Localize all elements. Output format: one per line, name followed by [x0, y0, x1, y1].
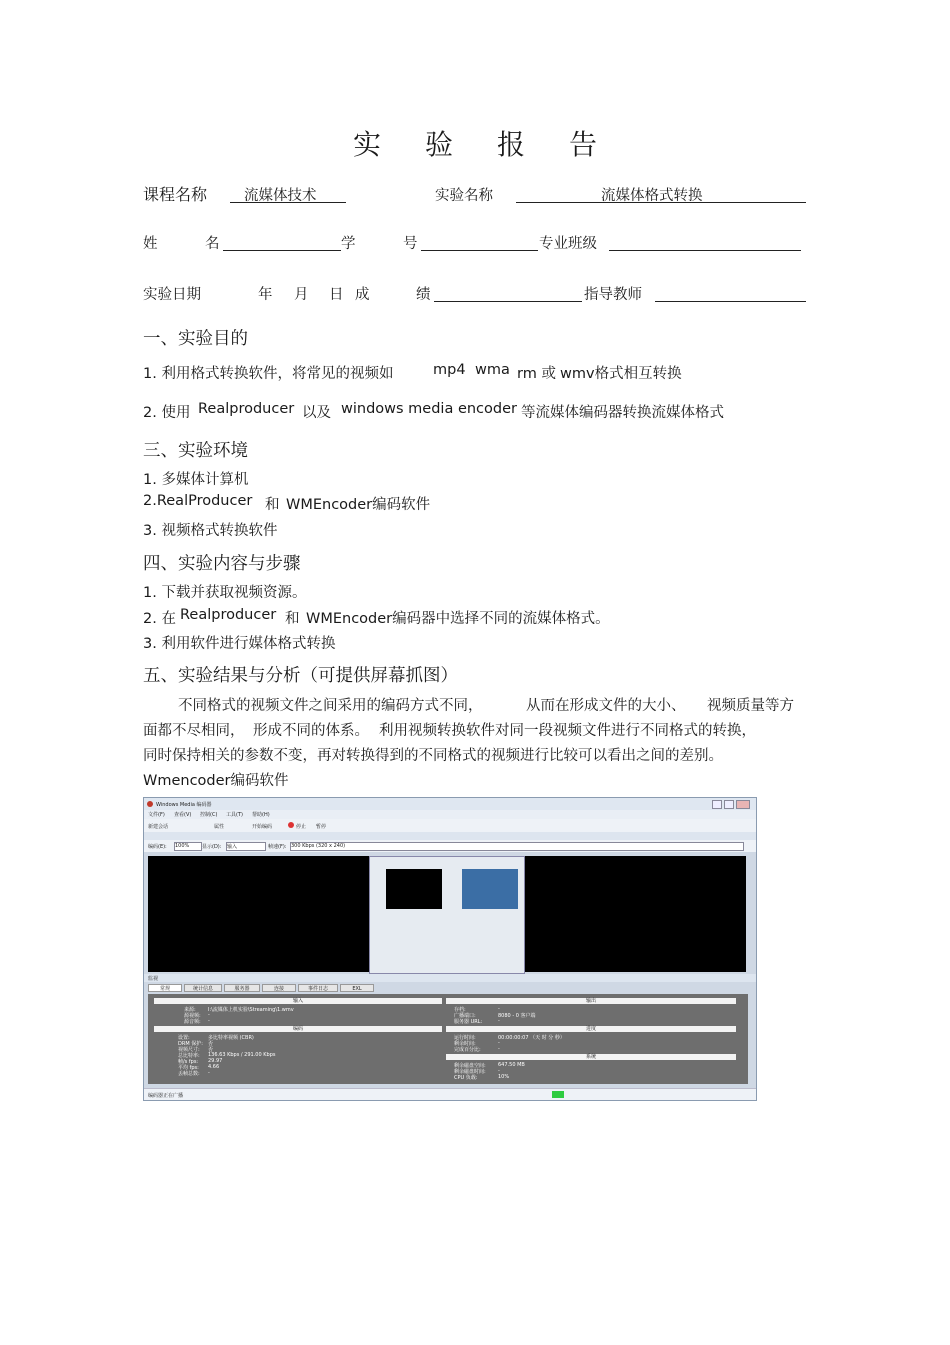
- teacher-underline: [655, 301, 806, 302]
- title-char-2: 验: [425, 128, 454, 161]
- id-label-b: 号: [403, 236, 418, 252]
- input-audio-value: -: [208, 1018, 210, 1024]
- name-label-a: 姓: [143, 236, 158, 252]
- id-underline: [421, 250, 538, 251]
- score-label-b: 绩: [416, 287, 431, 303]
- time-run-value: 00:00:00:07 （天 时 分 秒）: [498, 1035, 565, 1041]
- maximize-icon[interactable]: [724, 800, 734, 809]
- course-label: 课程名称: [143, 185, 208, 204]
- date-month: 月: [294, 287, 309, 303]
- tab-strip: [148, 984, 378, 993]
- s3-item1: 1. 多媒体计算机: [143, 472, 249, 488]
- display-select[interactable]: 输入: [226, 842, 266, 851]
- s1-item1-b: mp4: [433, 362, 466, 378]
- s4-item2-c: 和: [285, 611, 300, 627]
- enc-size-value: 否: [208, 1047, 214, 1053]
- score-underline: [434, 301, 582, 302]
- enc-fps-label: 帧/s fps:: [178, 1059, 199, 1065]
- time-percent-value: -: [498, 1046, 500, 1052]
- tab-server[interactable]: 服务器: [224, 984, 260, 992]
- s1-item1-a: 1. 利用格式转换软件，将常见的视频如: [143, 366, 394, 382]
- date-year: 年: [258, 287, 273, 303]
- enc-avgfps-label: 平均 fps:: [178, 1065, 199, 1071]
- monitor-label: 监视: [148, 976, 159, 982]
- name-label-b: 名: [205, 236, 220, 252]
- menu-control[interactable]: 控制(C): [200, 812, 218, 818]
- s5-para-7: 同时保持相关的参数不变，再对转换得到的不同格式的视频进行比较可以看出之间的差别。: [143, 748, 723, 764]
- enc-drm-label: DRM 保护:: [178, 1041, 203, 1047]
- out-port-value: 8080 - 0 客户端: [498, 1013, 536, 1019]
- course-value: 流媒体技术: [244, 188, 317, 204]
- time-remain-value: -: [498, 1040, 500, 1046]
- sys-cpu-label: CPU 负载:: [454, 1075, 478, 1081]
- teacher-label: 指导教师: [584, 287, 642, 303]
- s5-para-5: 形成不同的体系。: [253, 723, 369, 739]
- menu-bar: [144, 810, 756, 819]
- sys-disk-value: 647.50 MB: [498, 1062, 525, 1068]
- id-label-a: 学: [341, 236, 356, 252]
- title-char-1: 实: [353, 128, 382, 161]
- time-percent-label: 完成百分比:: [454, 1047, 481, 1053]
- s4-item1: 1. 下载并获取视频资源。: [143, 585, 307, 601]
- s1-item2-d: windows media encoder: [341, 401, 517, 417]
- enc-drm-value: 否: [208, 1041, 214, 1047]
- inner-video-left: [386, 869, 442, 909]
- input-header: 输入: [154, 998, 442, 1004]
- tab-event-log[interactable]: 事件日志: [298, 984, 338, 992]
- exp-label: 实验名称: [435, 188, 493, 204]
- s1-item1-d: rm 或: [517, 366, 556, 382]
- screenshot-caption: Wmencoder编码软件: [143, 773, 289, 789]
- s1-item1-c: wma: [475, 362, 510, 378]
- s4-item2-d: WMEncoder编码器中选择不同的流媒体格式。: [306, 611, 610, 627]
- tab-statistics[interactable]: 统计信息: [184, 984, 222, 992]
- stop-icon[interactable]: [288, 822, 294, 828]
- window-title: Windows Media 编码器: [156, 802, 212, 808]
- s4-item2-a: 2. 在: [143, 611, 176, 627]
- section-3-heading: 三、实验环境: [143, 441, 248, 461]
- display-label: 显示(D):: [202, 844, 222, 850]
- enc-setting-label: 设置:: [178, 1035, 190, 1041]
- exp-underline: [516, 202, 806, 203]
- out-url-value: -: [498, 1018, 500, 1024]
- s3-item3: 3. 视频格式转换软件: [143, 523, 278, 539]
- input-source-label: 来源:: [184, 1007, 196, 1013]
- s5-para-1: 不同格式的视频文件之间采用的编码方式不同，: [178, 698, 483, 714]
- zoom-label: 编码(E):: [148, 844, 167, 850]
- s5-para-4: 面都不尽相同，: [143, 723, 245, 739]
- sys-disktime-label: 剩余磁盘时间:: [454, 1069, 486, 1075]
- progress-header: 进度: [446, 1026, 736, 1032]
- sys-cpu-value: 10%: [498, 1074, 510, 1080]
- bitrate-select[interactable]: 300 Kbps (320 x 240): [290, 842, 744, 851]
- s3-item2-b: 和: [265, 497, 280, 513]
- s5-para-3: 视频质量等方: [707, 698, 794, 714]
- input-source-value: I:\流媒体上机实验\Streaming\1.wmv: [208, 1007, 294, 1013]
- out-archive-label: 存档:: [454, 1007, 466, 1013]
- s4-item2-b: Realproducer: [180, 607, 277, 623]
- s5-para-6: 利用视频转换软件对同一段视频文件进行不同格式的转换，: [379, 723, 756, 739]
- input-video-value: -: [208, 1012, 210, 1018]
- input-video-label: 源视频:: [184, 1013, 201, 1019]
- enc-bitrate-label: 总比特率:: [178, 1053, 200, 1059]
- sys-disk-label: 剩余磁盘空间:: [454, 1063, 486, 1069]
- s1-item2-c: 以及: [302, 405, 331, 421]
- tab-exl[interactable]: EXL: [340, 984, 374, 992]
- enc-setting-value: 多比特率视频 (CBR): [208, 1035, 254, 1041]
- section-4-heading: 四、实验内容与步骤: [143, 554, 301, 574]
- enc-dropped-label: 丢帧总数:: [178, 1071, 200, 1077]
- s4-item3: 3. 利用软件进行媒体格式转换: [143, 636, 336, 652]
- class-label: 专业班级: [539, 236, 597, 252]
- toolbar-pause[interactable]: 暂停: [316, 824, 327, 830]
- zoom-select[interactable]: 100%: [174, 842, 202, 851]
- course-underline: [230, 202, 346, 203]
- status-progress: [552, 1091, 564, 1098]
- s1-item2-a: 2. 使用: [143, 405, 191, 421]
- status-bar: [144, 1088, 756, 1101]
- toolbar-new-session[interactable]: 新建会话: [148, 824, 169, 830]
- stats-panel: [148, 994, 748, 1084]
- minimize-icon[interactable]: [712, 800, 722, 809]
- class-underline: [609, 250, 801, 251]
- out-port-label: 广播端口:: [454, 1013, 476, 1019]
- monitor-label-bar: [144, 974, 756, 982]
- title-char-4: 告: [569, 128, 598, 161]
- title-char-3: 报: [497, 128, 526, 161]
- s1-item2-e: 等流媒体编码器转换流媒体格式: [521, 405, 724, 421]
- out-archive-value: -: [498, 1006, 500, 1012]
- monitor-header: [144, 832, 756, 840]
- section-1-heading: 一、实验目的: [143, 329, 248, 349]
- menu-view[interactable]: 查看(V): [174, 812, 192, 818]
- time-remain-label: 剩余时间:: [454, 1041, 476, 1047]
- preview-inner-window: [369, 856, 525, 974]
- enc-size-label: 视频尺寸:: [178, 1047, 200, 1053]
- source-row: [144, 840, 756, 852]
- close-icon[interactable]: [736, 800, 750, 809]
- bitrate-label: 帧速(F):: [268, 844, 287, 850]
- s5-para-2: 从而在形成文件的大小、: [526, 698, 686, 714]
- name-underline: [223, 250, 341, 251]
- exp-value: 流媒体格式转换: [601, 188, 703, 204]
- enc-bitrate-value: 136.63 Kbps / 291.00 Kbps: [208, 1052, 276, 1058]
- encode-header: 编码: [154, 1026, 442, 1032]
- menu-file[interactable]: 文件(F): [148, 812, 165, 818]
- toolbar: [144, 819, 756, 833]
- status-text: 编码器正在广播: [148, 1093, 184, 1099]
- s1-item1-e: wmv格式相互转换: [560, 366, 682, 382]
- date-day: 日: [329, 287, 344, 303]
- encoder-screenshot: [143, 797, 757, 1101]
- enc-avgfps-value: 4.66: [208, 1064, 220, 1070]
- section-5-heading: 五、实验结果与分析（可提供屏幕抓图）: [143, 666, 458, 686]
- toolbar-stop[interactable]: 停止: [296, 824, 307, 830]
- score-label-a: 成: [355, 287, 370, 303]
- app-logo-icon: [147, 801, 153, 807]
- out-url-label: 服务器 URL:: [454, 1019, 483, 1025]
- sys-disktime-value: -: [498, 1068, 500, 1074]
- time-run-label: 运行时间:: [454, 1035, 476, 1041]
- enc-dropped-value: -: [208, 1070, 210, 1076]
- toolbar-properties[interactable]: 属性: [214, 824, 225, 830]
- s3-item2-a: 2.RealProducer: [143, 493, 253, 509]
- s3-item2-c: WMEncoder编码软件: [286, 497, 431, 513]
- input-audio-label: 源音频:: [184, 1019, 201, 1025]
- output-header: 输出: [446, 998, 736, 1004]
- tab-connection[interactable]: 连接: [262, 984, 296, 992]
- menu-help[interactable]: 帮助(H): [252, 812, 270, 818]
- date-label: 实验日期: [143, 287, 201, 303]
- s1-item2-b: Realproducer: [198, 401, 295, 417]
- system-header: 系统: [446, 1054, 736, 1060]
- inner-video-right: [462, 869, 518, 909]
- menu-tools[interactable]: 工具(T): [226, 812, 243, 818]
- enc-fps-value: 29.97: [208, 1058, 223, 1064]
- toolbar-start[interactable]: 开始编码: [252, 824, 273, 830]
- tab-general[interactable]: 常规: [148, 984, 182, 992]
